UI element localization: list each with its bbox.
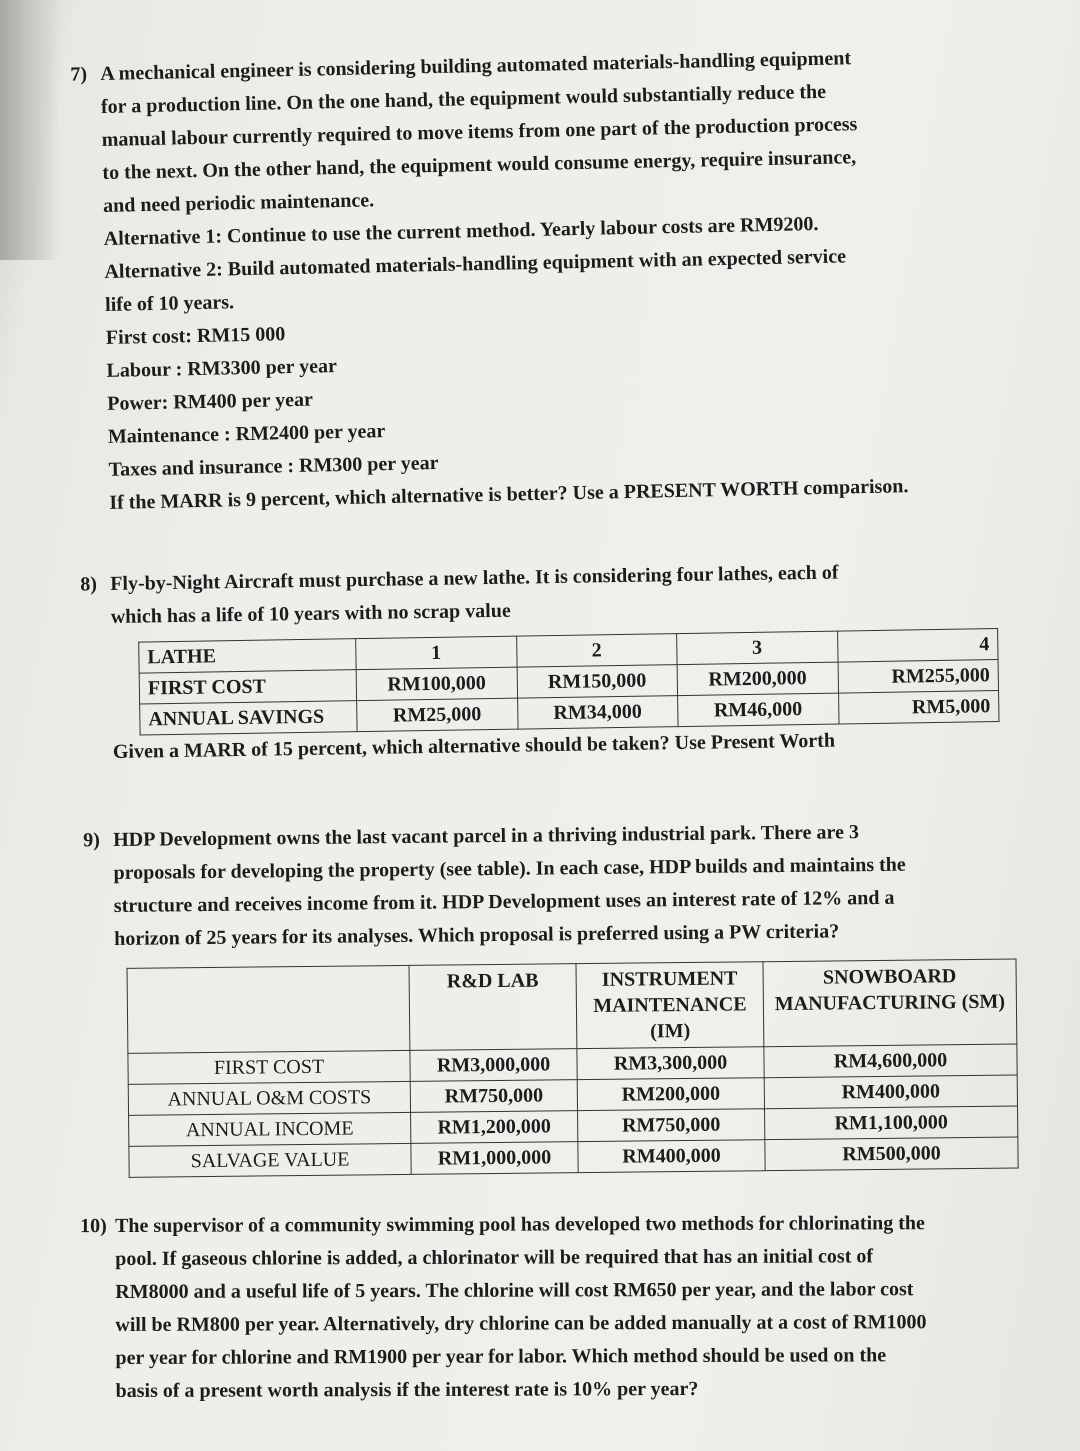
first-cost: First cost: RM15 000 <box>105 323 286 349</box>
table-cell: SALVAGE VALUE <box>129 1143 411 1177</box>
taxes-insurance: Taxes and insurance : RM300 per year <box>108 452 439 481</box>
table-cell: ANNUAL INCOME <box>129 1112 411 1146</box>
text-line: HDP Development owns the last vacant parcel in a thriving industrial park. There are 3 <box>113 821 860 851</box>
table-cell: SNOWBOARD MANUFACTURING (SM) <box>763 959 1017 1047</box>
table-cell: LATHE <box>139 639 356 673</box>
alternative-2: Alternative 2: Build automated materials-handling equipment with an expected service <box>104 245 847 283</box>
text-line: life of 10 years. <box>104 291 235 316</box>
text-line: and need periodic maintenance. <box>102 189 375 217</box>
table-cell: RM255,000 <box>838 660 999 694</box>
table-cell: RM25,000 <box>357 698 518 732</box>
question-number: 9) <box>83 829 100 852</box>
text-line: proposals for developing the property (see table). In each case, HDP builds and maintains the <box>113 853 906 884</box>
table-cell: RM3,000,000 <box>410 1049 577 1082</box>
question-8 <box>80 554 1013 769</box>
text-line: structure and receives income from it. HDP Development uses an interest rate of 12% and a <box>113 886 895 917</box>
table-cell: FIRST COST <box>128 1050 410 1084</box>
table-cell: RM1,200,000 <box>411 1111 578 1144</box>
text-line: to the next. On the other hand, the equipment would consume energy, require insurance, <box>102 146 857 184</box>
question-7 <box>70 40 969 520</box>
question-9 <box>83 815 1022 1178</box>
table-header-row <box>127 959 1017 1053</box>
text-line: will be RM800 per year. Alternatively, dry chlorine can be added manually at a cost of RM1000 <box>115 1311 927 1336</box>
text-line: A mechanical engineer is considering building automated materials-handling equipment <box>100 47 852 85</box>
table-cell: RM34,000 <box>517 696 678 730</box>
table-cell: RM400,000 <box>578 1140 765 1173</box>
table-cell: RM4,600,000 <box>764 1044 1017 1078</box>
question-prompt: Given a MARR of 15 percent, which alternative should be taken? Use Present Worth <box>112 729 836 763</box>
table-cell: 1 <box>356 636 517 670</box>
table-cell: ANNUAL SAVINGS <box>140 701 357 735</box>
table-cell: RM1,100,000 <box>765 1106 1018 1140</box>
text-line: Fly-by-Night Aircraft must purchase a new lathe. It is considering four lathes, each of <box>110 561 839 595</box>
text-line: manual labour currently required to move items from one part of the production process <box>101 113 858 151</box>
table-cell: FIRST COST <box>139 670 356 704</box>
table-cell: RM200,000 <box>677 662 838 696</box>
text-line: per year for chlorine and RM1900 per year for labor. Which method should be used on the <box>115 1344 887 1369</box>
labour-cost: Labour : RM3300 per year <box>106 355 338 382</box>
table-cell: 3 <box>677 631 838 665</box>
table-cell: R&D LAB <box>409 964 577 1051</box>
proposal-table <box>127 959 1019 1178</box>
power-cost: Power: RM400 per year <box>107 388 314 415</box>
text-line: RM8000 and a useful life of 5 years. The chlorine will cost RM650 per year, and the labor cost <box>115 1278 914 1303</box>
table-cell <box>127 965 410 1053</box>
table-cell: RM400,000 <box>764 1075 1017 1109</box>
question-prompt: If the MARR is 9 percent, which alternative is better? Use a PRESENT WORTH comparison. <box>109 475 909 514</box>
question-prompt: horizon of 25 years for its analyses. Which proposal is preferred using a PW criteria? <box>114 920 840 950</box>
question-number: 8) <box>80 573 98 596</box>
question-10 <box>80 1207 1026 1408</box>
table-cell: RM100,000 <box>356 667 517 701</box>
table-cell: RM750,000 <box>578 1109 765 1142</box>
question-prompt: basis of a present worth analysis if the interest rate is 10% per year? <box>115 1377 699 1402</box>
table-cell: RM46,000 <box>678 693 839 727</box>
table-cell: RM750,000 <box>410 1080 577 1113</box>
table-cell: RM200,000 <box>577 1078 764 1111</box>
text-line: which has a life of 10 years with no scrap value <box>110 599 511 628</box>
question-number: 10) <box>80 1215 107 1238</box>
table-cell: RM500,000 <box>765 1137 1018 1171</box>
text-line: The supervisor of a community swimming pool has developed two methods for chlorinating the <box>115 1212 925 1237</box>
table-cell: INSTRUMENT MAINTENANCE (IM) <box>576 962 764 1049</box>
table-cell: ANNUAL O&M COSTS <box>128 1081 410 1115</box>
table-cell: 4 <box>837 629 998 663</box>
alternative-1: Alternative 1: Continue to use the current method. Yearly labour costs are RM9200. <box>103 212 819 250</box>
table-cell: RM150,000 <box>517 665 678 699</box>
table-cell: RM3,300,000 <box>577 1047 764 1080</box>
table-cell: RM5,000 <box>838 691 999 725</box>
table-cell: RM1,000,000 <box>411 1142 578 1175</box>
text-line: for a production line. On the one hand, the equipment would substantially reduce the <box>100 80 827 118</box>
maintenance-cost: Maintenance : RM2400 per year <box>107 420 386 448</box>
table-cell: 2 <box>516 634 677 668</box>
question-number: 7) <box>70 63 88 86</box>
text-line: pool. If gaseous chlorine is added, a chlorinator will be required that has an initial cost of <box>115 1245 874 1270</box>
page-shadow <box>0 0 60 260</box>
lathe-table <box>138 628 999 735</box>
